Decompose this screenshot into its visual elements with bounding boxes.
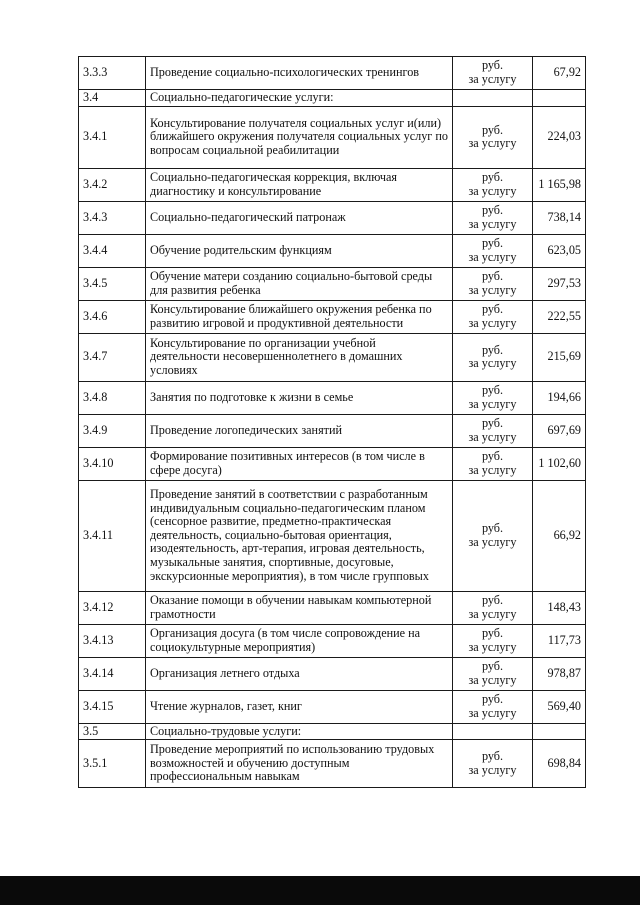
service-code: 3.4.4 <box>79 234 146 267</box>
empty-cell <box>453 90 533 107</box>
service-name: Проведение логопедических занятий <box>146 414 453 447</box>
service-name: Проведение мероприятий по использованию трудовых возможностей и обучению доступным профессиональным навыкам <box>146 740 453 788</box>
service-code: 3.4.10 <box>79 447 146 480</box>
service-price: 224,03 <box>533 106 586 168</box>
table-row <box>79 234 586 267</box>
table-row <box>79 333 586 381</box>
table-row <box>79 690 586 723</box>
service-name: Обучение матери созданию социально-бытовой среды для развития ребенка <box>146 267 453 300</box>
service-name: Социально-педагогическая коррекция, включая диагностику и консультирование <box>146 168 453 201</box>
service-code: 3.4.12 <box>79 591 146 624</box>
service-price: 623,05 <box>533 234 586 267</box>
services-price-table <box>78 56 586 788</box>
service-unit <box>453 106 533 168</box>
service-price: 1 102,60 <box>533 447 586 480</box>
service-unit <box>453 234 533 267</box>
unit-line-2: за услугу <box>468 136 517 151</box>
unit-line-1: руб. <box>481 302 504 316</box>
service-unit <box>453 740 533 788</box>
service-unit <box>453 657 533 690</box>
service-code: 3.4.5 <box>79 267 146 300</box>
service-price: 194,66 <box>533 381 586 414</box>
unit-line-1: руб. <box>481 122 504 137</box>
unit-line-1: руб. <box>481 269 504 283</box>
service-code: 3.4.1 <box>79 106 146 168</box>
service-unit <box>453 447 533 480</box>
service-price: 1 165,98 <box>533 168 586 201</box>
unit-line-2: за услугу <box>468 249 517 264</box>
service-name: Чтение журналов, газет, книг <box>146 690 453 723</box>
unit-line-1: руб. <box>481 692 504 706</box>
service-unit <box>453 267 533 300</box>
service-unit <box>453 201 533 234</box>
unit-line-2: за услугу <box>468 534 517 549</box>
service-unit <box>453 381 533 414</box>
service-price: 569,40 <box>533 690 586 723</box>
table-row <box>79 168 586 201</box>
unit-line-1: руб. <box>481 203 504 217</box>
table-row <box>79 624 586 657</box>
table-row <box>79 381 586 414</box>
service-price: 222,55 <box>533 300 586 333</box>
service-code: 3.4.7 <box>79 333 146 381</box>
service-price: 66,92 <box>533 480 586 591</box>
service-code: 3.4.11 <box>79 480 146 591</box>
section-title: Социально-педагогические услуги: <box>146 90 453 107</box>
service-code: 3.3.3 <box>79 57 146 90</box>
section-code: 3.5 <box>79 723 146 740</box>
table-row <box>79 447 586 480</box>
table-row <box>79 414 586 447</box>
unit-line-2: за услугу <box>468 705 517 720</box>
service-code: 3.4.13 <box>79 624 146 657</box>
empty-cell <box>533 90 586 107</box>
unit-line-2: за услугу <box>468 429 517 444</box>
section-title: Социально-трудовые услуги: <box>146 723 453 740</box>
service-unit <box>453 690 533 723</box>
table-row <box>79 201 586 234</box>
table-row <box>79 300 586 333</box>
unit-line-2: за услугу <box>468 183 517 198</box>
unit-line-1: руб. <box>481 593 504 607</box>
service-name: Консультирование ближайшего окружения ребенка по развитию игровой и продуктивной деятельности <box>146 300 453 333</box>
service-code: 3.5.1 <box>79 740 146 788</box>
service-name: Организация досуга (в том числе сопровождение на социокультурные мероприятия) <box>146 624 453 657</box>
unit-line-1: руб. <box>481 659 504 673</box>
service-price: 297,53 <box>533 267 586 300</box>
service-unit <box>453 57 533 90</box>
service-name: Проведение занятий в соответствии с разработанным индивидуальным социально-педагогическим планом (сенсорное развитие, предметно-практическая деятельность, социально-бытовая ориентация, изодеятельность, арт-терапия, игровая деятельность, музыкальные занятия, спортивные, досуговые, экскурсионные мероприятия), в том числе групповых <box>146 480 453 591</box>
service-name: Организация летнего отдыха <box>146 657 453 690</box>
table-row <box>79 657 586 690</box>
service-name: Занятия по подготовке к жизни в семье <box>146 381 453 414</box>
service-name: Консультирование по организации учебной деятельности несовершеннолетнего в домашних условиях <box>146 333 453 381</box>
table-row <box>79 740 586 788</box>
unit-line-1: руб. <box>481 342 504 357</box>
service-name: Консультирование получателя социальных услуг и(или) ближайшего окружения получателя социальных услуг по вопросам социальной реабилитации <box>146 106 453 168</box>
scan-bottom-edge <box>0 876 640 905</box>
section-row <box>79 723 586 740</box>
service-unit <box>453 591 533 624</box>
service-unit <box>453 300 533 333</box>
table-row <box>79 480 586 591</box>
service-code: 3.4.9 <box>79 414 146 447</box>
unit-line-1: руб. <box>481 170 504 184</box>
unit-line-2: за услугу <box>468 315 517 330</box>
unit-line-1: руб. <box>481 58 504 73</box>
service-price: 697,69 <box>533 414 586 447</box>
table-body <box>79 57 586 788</box>
service-unit <box>453 333 533 381</box>
unit-line-1: руб. <box>481 521 504 535</box>
service-price: 148,43 <box>533 591 586 624</box>
service-unit <box>453 168 533 201</box>
service-name: Оказание помощи в обучении навыкам компьютерной грамотности <box>146 591 453 624</box>
service-name: Социально-педагогический патронаж <box>146 201 453 234</box>
service-price: 215,69 <box>533 333 586 381</box>
service-code: 3.4.15 <box>79 690 146 723</box>
service-unit <box>453 624 533 657</box>
service-code: 3.4.2 <box>79 168 146 201</box>
table-row <box>79 57 586 90</box>
service-price: 67,92 <box>533 57 586 90</box>
service-price: 738,14 <box>533 201 586 234</box>
unit-line-1: руб. <box>481 236 504 250</box>
service-code: 3.4.8 <box>79 381 146 414</box>
table-row <box>79 267 586 300</box>
section-row <box>79 90 586 107</box>
service-unit <box>453 480 533 591</box>
unit-line-1: руб. <box>481 383 504 397</box>
unit-line-2: за услугу <box>468 672 517 687</box>
table-row <box>79 591 586 624</box>
service-price: 978,87 <box>533 657 586 690</box>
unit-line-1: руб. <box>481 626 504 640</box>
table-row <box>79 106 586 168</box>
unit-line-1: руб. <box>481 416 504 430</box>
service-price: 698,84 <box>533 740 586 788</box>
unit-line-2: за услугу <box>468 396 517 411</box>
unit-line-1: руб. <box>481 749 504 764</box>
unit-line-2: за услугу <box>468 356 517 371</box>
service-name: Обучение родительским функциям <box>146 234 453 267</box>
service-price: 117,73 <box>533 624 586 657</box>
unit-line-2: за услугу <box>468 462 517 477</box>
unit-line-2: за услугу <box>468 606 517 621</box>
empty-cell <box>533 723 586 740</box>
service-name: Проведение социально-психологических тренингов <box>146 57 453 90</box>
unit-line-2: за услугу <box>468 762 517 777</box>
service-name: Формирование позитивных интересов (в том числе в сфере досуга) <box>146 447 453 480</box>
unit-line-2: за услугу <box>468 282 517 297</box>
unit-line-1: руб. <box>481 449 504 463</box>
service-code: 3.4.6 <box>79 300 146 333</box>
service-code: 3.4.14 <box>79 657 146 690</box>
unit-line-2: за услугу <box>468 72 517 86</box>
section-code: 3.4 <box>79 90 146 107</box>
unit-line-2: за услугу <box>468 216 517 231</box>
unit-line-2: за услугу <box>468 639 517 654</box>
service-code: 3.4.3 <box>79 201 146 234</box>
empty-cell <box>453 723 533 740</box>
service-unit <box>453 414 533 447</box>
